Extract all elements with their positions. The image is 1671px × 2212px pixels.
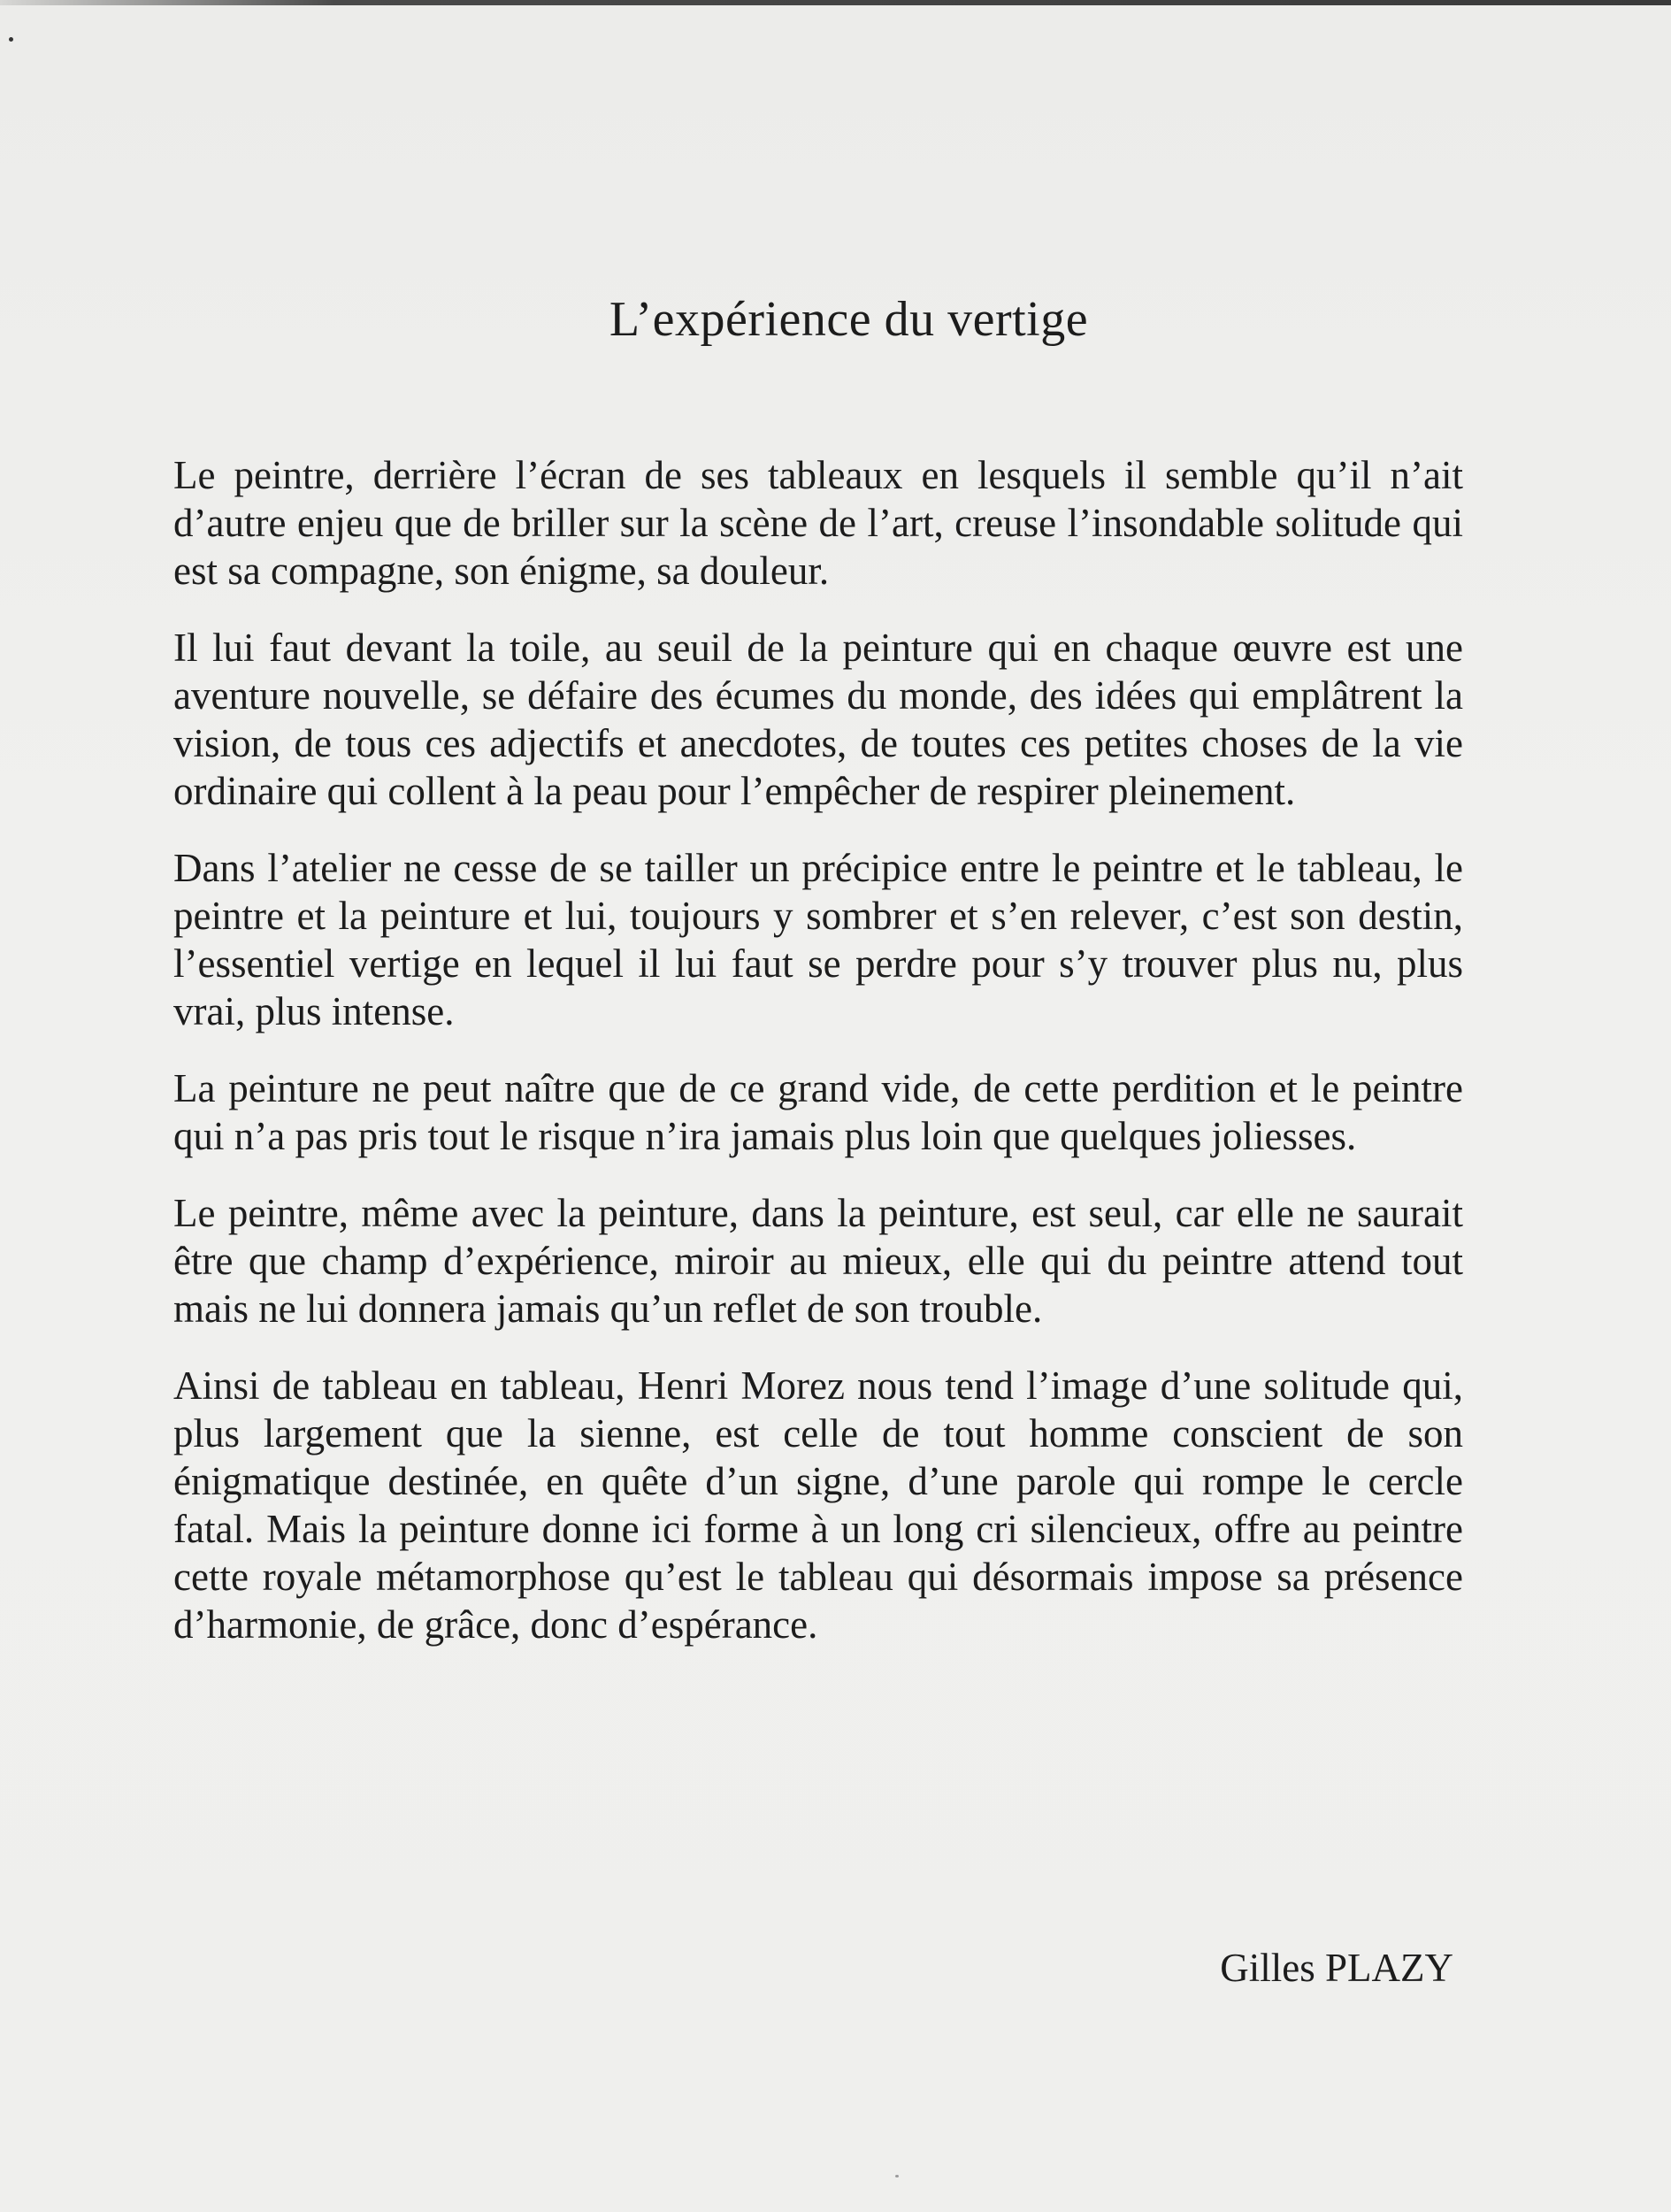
print-speck <box>9 37 13 42</box>
paragraph: La peinture ne peut naître que de ce grand vide, de cette perdition et le peintre qui n’a pas pris tout le risque n’ira jamais plus loin que quelques joliesses. <box>173 1066 1463 1158</box>
author-signature: Gilles PLAZY <box>1220 1946 1453 1990</box>
print-speck <box>895 2175 899 2177</box>
paragraph: Le peintre, derrière l’écran de ses tableaux en lesquels il semble qu’il n’ait d’autre enjeu que de briller sur la scène de l’art, creuse l’insondable solitude qui est sa compagne, son énigme, sa douleur. <box>173 453 1463 593</box>
top-edge-rule <box>0 0 1671 5</box>
page-title: L’expérience du vertige <box>609 292 1089 347</box>
paragraph: Le peintre, même avec la peinture, dans la peinture, est seul, car elle ne saurait être que champ d’expérience, miroir au mieux, elle qui du peintre attend tout mais ne lui donnera jamais qu’un reflet de son trouble. <box>173 1191 1463 1331</box>
paragraph: Ainsi de tableau en tableau, Henri Morez nous tend l’image d’une solitude qui, plus largement que la sienne, est celle de tout homme conscient de son énigmatique destinée, en quête d’un signe, d’une parole qui rompe le cercle fatal. Mais la peinture donne ici forme à un long cri silencieux, offre au peintre cette royale métamorphose qu’est le tableau qui désormais impose sa présence d’harmonie, de grâce, donc d’espérance. <box>173 1363 1463 1647</box>
paragraph: Dans l’atelier ne cesse de se tailler un précipice entre le peintre et le tableau, le peintre et la peinture et lui, toujours y sombrer et s’en relever, c’est son destin, l’essentiel vertige en lequel il lui faut se perdre pour s’y trouver plus nu, plus vrai, plus intense. <box>173 846 1463 1033</box>
paragraph: Il lui faut devant la toile, au seuil de la peinture qui en chaque œuvre est une aventure nouvelle, se défaire des écumes du monde, des idées qui emplâtrent la vision, de tous ces adjectifs et anecdotes, de toutes ces petites choses de la vie ordinaire qui collent à la peau pour l’empêcher de respirer pleinement. <box>173 626 1463 813</box>
body-text <box>173 451 1463 1678</box>
